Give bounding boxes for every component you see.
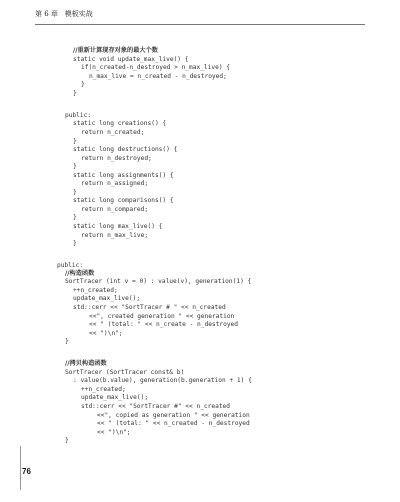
code-line: } — [65, 338, 69, 346]
code-line: static long comparisons() { — [73, 197, 174, 205]
chapter-label: 第 6 章 — [35, 10, 58, 18]
code-line: static void update_max_live() { — [73, 55, 189, 63]
code-line: ++n_created; — [73, 286, 118, 294]
code-line: } — [65, 437, 69, 445]
code-line: n_max_live = n_created - n_destroyed; — [89, 72, 227, 80]
code-line: << " (total: " << n_created - n_destroyed — [97, 420, 250, 428]
chapter-title: 模板实战 — [64, 10, 93, 18]
code-comment: //构造函数 — [65, 269, 95, 277]
code-line: std::cerr << "SortTracer #" << n_created — [81, 403, 231, 410]
code-comment: //拷贝构造函数 — [65, 360, 107, 368]
code-line: } — [73, 188, 77, 196]
code-line: SortTracer (SortTracer const& b) — [65, 368, 185, 376]
code-line: update_max_live(); — [81, 394, 149, 402]
code-line: <<", created generation " << generation — [89, 312, 235, 320]
code-line: SortTracer (int v = 0) : value(v), generation(1) { — [65, 278, 252, 286]
code-line: } — [73, 214, 77, 222]
code-line: ++n_created; — [81, 385, 126, 393]
code-line: } — [73, 137, 77, 145]
page-number: 76 — [22, 467, 31, 476]
code-line: << ")\n"; — [89, 329, 123, 337]
code-comment: //重新计算现存对象的最大个数 — [73, 47, 158, 54]
code-line: static long assignments() { — [73, 171, 174, 179]
code-line: static long creations() { — [73, 120, 167, 128]
code-line: : value(b.value), generation(b.generation + 1) { — [73, 377, 252, 385]
code-line: } — [73, 89, 77, 97]
code-line: } — [73, 240, 77, 248]
margin-rule — [20, 446, 21, 490]
code-line: } — [73, 163, 77, 171]
code-line: << " (total: " << n_create - n_destroyed — [89, 321, 239, 329]
code-line: public: — [65, 111, 92, 119]
code-line: update_max_live(); — [73, 295, 141, 303]
code-line: return n_assigned; — [81, 180, 149, 188]
code-line: return n_compared; — [81, 205, 149, 213]
code-line: public: — [57, 262, 84, 270]
code-line: static long max_live() { — [73, 223, 163, 230]
code-line: return n_created; — [81, 128, 145, 136]
code-line: return n_max_live; — [81, 231, 149, 239]
code-line: << ")\n"; — [97, 428, 131, 436]
code-line: } — [81, 81, 85, 89]
code-line: std::cerr << "SortTracer # " << n_created — [73, 303, 226, 311]
code-line: return n_destroyed; — [81, 154, 152, 162]
code-line: static long destructions() { — [73, 146, 178, 154]
code-line: <<", copied as generation " << generation — [97, 411, 250, 419]
code-line: if(n_created-n_destroyed > n_max_live) { — [81, 64, 231, 72]
